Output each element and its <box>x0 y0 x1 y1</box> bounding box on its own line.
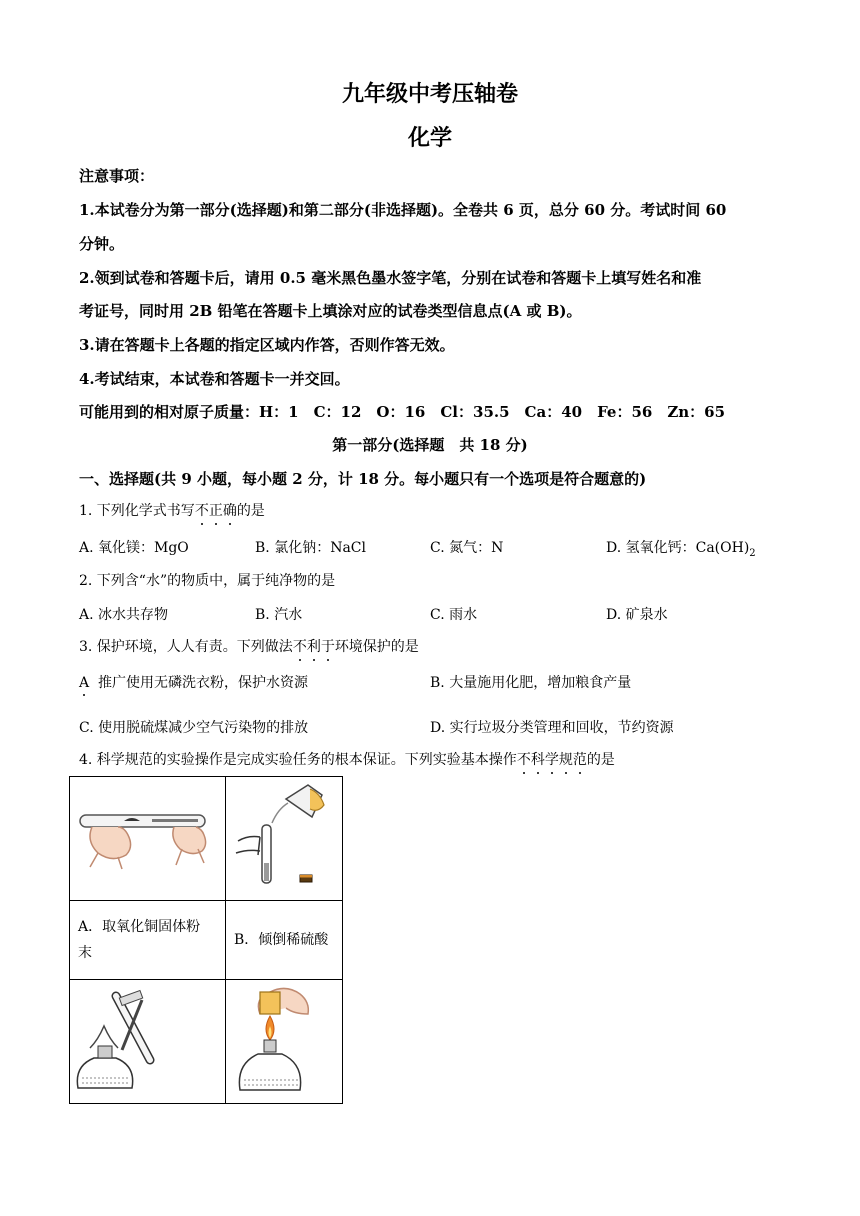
question-2-stem: 2. 下列含“水”的物质中，属于纯净物的是 <box>79 573 336 589</box>
notice-heading: 注意事项： <box>79 167 155 185</box>
pour-liquid-icon <box>226 777 342 900</box>
experiment-operations-table <box>69 776 343 1104</box>
option-c-figure-cell[interactable] <box>70 980 226 1104</box>
option-a-figure-cell[interactable] <box>70 777 226 901</box>
question-1-option-b[interactable]: B. 氯化钠：NaCl <box>255 540 366 556</box>
emphasis-text: 不利于 <box>293 639 335 655</box>
question-2-option-c[interactable]: C. 雨水 <box>430 607 478 623</box>
emphasis-text: 不正确 <box>195 503 237 519</box>
question-2-option-a[interactable]: A. 冰水共存物 <box>79 607 169 623</box>
option-b-figure-cell[interactable] <box>226 777 343 901</box>
part-1-title: 第一部分(选择题 共 18 分) <box>332 436 528 454</box>
question-3-stem: 3. 保护环境，人人有责。下列做法不利于环境保护的是 <box>79 636 419 656</box>
notice-item-4: 4.考试结束，本试卷和答题卡一并交回。 <box>79 370 350 388</box>
heat-tube-icon <box>70 980 225 1103</box>
section-1-heading: 一、选择题(共 9 小题，每小题 2 分，计 18 分。每小题只有一个选项是符合题意的) <box>79 470 647 488</box>
test-tube-powder-icon <box>70 777 225 900</box>
question-2-option-d[interactable]: D. 矿泉水 <box>606 607 668 623</box>
question-1-stem: 1. 下列化学式书写不正确的是 <box>79 500 265 520</box>
notice-item-1-line-2: 分钟。 <box>79 235 125 253</box>
notice-item-3: 3.请在答题卡上各题的指定区域内作答，否则作答无效。 <box>79 336 455 354</box>
exam-title: 九年级中考压轴卷 <box>341 81 518 107</box>
notice-item-2-line-2: 考证号，同时用 2B 铅笔在答题卡上填涂对应的试卷类型信息点(A 或 B)。 <box>79 302 582 320</box>
option-b-caption: B．倾倒稀硫酸 <box>226 901 343 980</box>
emphasis-text: 不科学规范 <box>517 752 587 768</box>
notice-item-2-line-1: 2.领到试卷和答题卡后，请用 0.5 毫米黑色墨水签字笔，分别在试卷和答题卡上填写姓名和准 <box>79 269 702 287</box>
question-3-option-d[interactable]: D. 实行垃圾分类管理和回收，节约资源 <box>430 720 674 736</box>
question-3-option-c[interactable]: C. 使用脱硫煤减少空气污染物的排放 <box>79 720 309 736</box>
question-1-option-d[interactable]: D. 氢氧化钙：$Ca(OH)_2$ <box>606 540 756 559</box>
question-2-option-b[interactable]: B. 汽水 <box>255 607 303 623</box>
question-3-option-a[interactable]: A 推广使用无磷洗衣粉，保护水资源 <box>79 675 309 691</box>
atomic-masses: 可能用到的相对原子质量：H：1 C：12 O：16 Cl：35.5 Ca：40 Fe：56 Zn：65 <box>79 403 726 421</box>
option-d-figure-cell[interactable] <box>226 980 343 1104</box>
question-1-option-c[interactable]: C. 氮气：N <box>430 540 504 556</box>
question-4-stem: 4. 科学规范的实验操作是完成实验任务的根本保证。下列实验基本操作不科学规范的是 <box>79 749 615 769</box>
notice-item-1-line-1: 1.本试卷分为第一部分(选择题)和第二部分(非选择题)。全卷共 6 页，总分 60 分。考试时间 60 <box>79 201 727 219</box>
question-1-option-a[interactable]: A. 氧化镁：MgO <box>79 540 189 556</box>
light-lamp-icon <box>226 980 342 1103</box>
option-a-caption: A．取氧化铜固体粉 末 <box>70 901 226 980</box>
exam-subject: 化学 <box>407 125 452 151</box>
question-3-option-b[interactable]: B. 大量施用化肥，增加粮食产量 <box>430 675 632 691</box>
